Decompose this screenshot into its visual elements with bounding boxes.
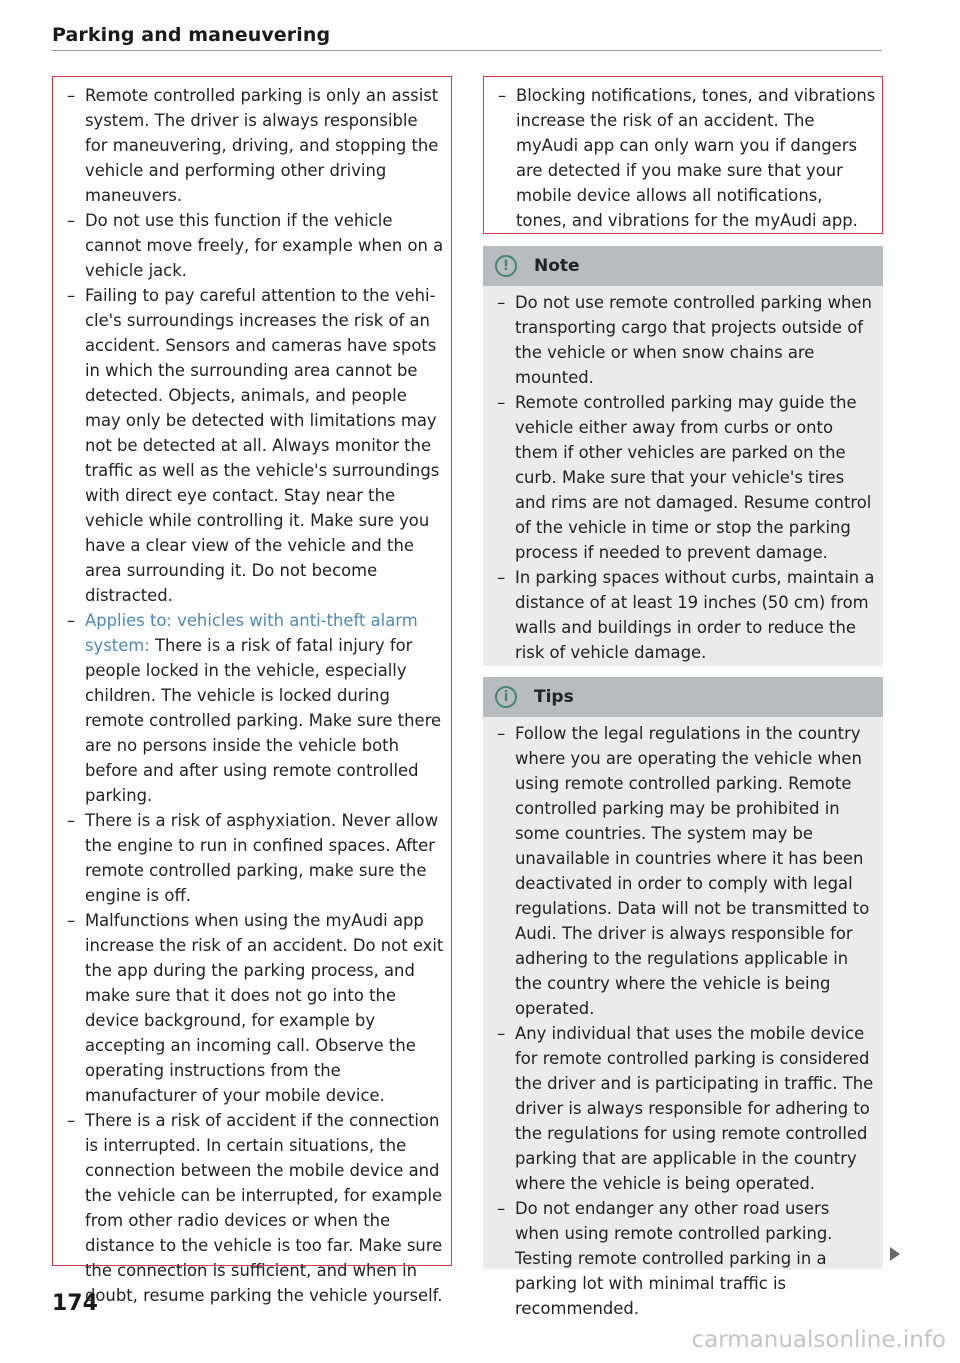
exclamation-circle-icon: !	[495, 255, 517, 277]
list-item: – Do not endanger any other road users when using remote controlled parking. Testing remote controlled parking in a parking lot with minimal traffic is recommended.	[491, 1196, 883, 1321]
list-item: – Do not use remote controlled parking when transporting cargo that projects outside of the vehicle or when snow chains are mounted.	[491, 290, 883, 390]
applies-to-label: Applies to: vehicles with anti-theft alarm system:	[85, 611, 418, 655]
list-item: – In parking spaces without curbs, maintain a distance of at least 19 inches (50 cm) from walls and buildings in order to reduce the risk of vehicle damage.	[491, 565, 883, 665]
note-header	[483, 246, 883, 286]
list-item: – Remote controlled parking is only an assist system. The driver is always responsible for maneuvering, driving, and stopping the vehicle and performing other driving maneuvers.	[61, 83, 451, 208]
list-item: – Any individual that uses the mobile device for remote controlled parking is considered the driver and is participating in traffic. The driver is always responsible for adhering to the regulations for using remote controlled parking that are applicable in the country where the vehicle is being operated.	[491, 1021, 883, 1196]
list-item: – There is a risk of accident if the connection is interrupted. In certain situations, the connection between the mobile device and the vehicle can be interrupted, for example from other radio devices or when the distance to the vehicle is too far. Make sure the connection is sufficient, and when in doubt, resume parking the vehicle yourself.	[61, 1108, 451, 1308]
applies-to-text: There is a risk of fatal injury for people locked in the vehicle, especially children. The vehicle is locked during remote controlled parking. Make sure there are no persons inside the vehicle both before and after using remote controlled parking.	[85, 636, 442, 805]
list-item: – Blocking notifications, tones, and vibrations increase the risk of an accident. The myAudi app can only warn you if dangers are detected if you make sure that your mobile device allows all notifications, tones, and vibrations for the myAudi app.	[492, 83, 882, 233]
note-title: Note	[534, 256, 580, 276]
header-rule	[52, 50, 882, 51]
list-item: – Malfunctions when using the myAudi app increase the risk of an accident. Do not exit the app during the parking process, and make sure that it does not go into the device background, for example by accepting an incoming call. Observe the operating instructions from the manufacturer of your mobile device.	[61, 908, 451, 1108]
list-item: – Failing to pay careful attention to the vehicle's surroundings increases the risk of an accident. Sensors and cameras have spots in which the surrounding area cannot be detected. Objects, animals, and people may only be detected with limitations may not be detected at all. Always monitor the traffic as well as the vehicle's surroundings with direct eye contact. Stay near the vehicle while controlling it. Make sure you have a clear view of the vehicle and the area surrounding it. Do not become distracted.	[61, 283, 451, 608]
list-item: – Follow the legal regulations in the country where you are operating the vehicle when using remote controlled parking. Remote controlled parking may be prohibited in some countries. The system may be unavailable in countries where it has been deactivated in order to comply with legal regulations. Data will not be transmitted to Audi. The driver is always responsible for adhering to the regulations applicable in the country where the vehicle is being operated.	[491, 721, 883, 1021]
note-panel	[483, 246, 883, 666]
tips-header	[483, 677, 883, 717]
info-circle-icon: i	[495, 686, 517, 708]
tips-title: Tips	[534, 687, 574, 707]
warning-box-right	[483, 76, 883, 234]
list-item: – Do not use this function if the vehicle cannot move freely, for example when on a vehicle jack.	[61, 208, 451, 283]
note-list	[491, 290, 883, 665]
tips-list	[491, 721, 883, 1321]
list-item-applies	[61, 608, 451, 808]
list-item: – There is a risk of asphyxiation. Never allow the engine to run in confined spaces. After remote controlled parking, make sure the engine is off.	[61, 808, 451, 908]
continue-arrow-icon	[890, 1247, 900, 1261]
list-item: – Remote controlled parking may guide the vehicle either away from curbs or onto them if other vehicles are parked on the curb. Make sure that your vehicle's tires and rims are not damaged. Resume control of the vehicle in time or stop the parking process if needed to prevent damage.	[491, 390, 883, 565]
page-header-title: Parking and maneuvering	[52, 24, 331, 46]
tips-panel	[483, 677, 883, 1318]
page-number: 174	[52, 1291, 98, 1316]
watermark: carmanualsonline.info	[691, 1327, 946, 1353]
warning-list	[492, 83, 882, 233]
warning-list	[61, 83, 451, 1308]
